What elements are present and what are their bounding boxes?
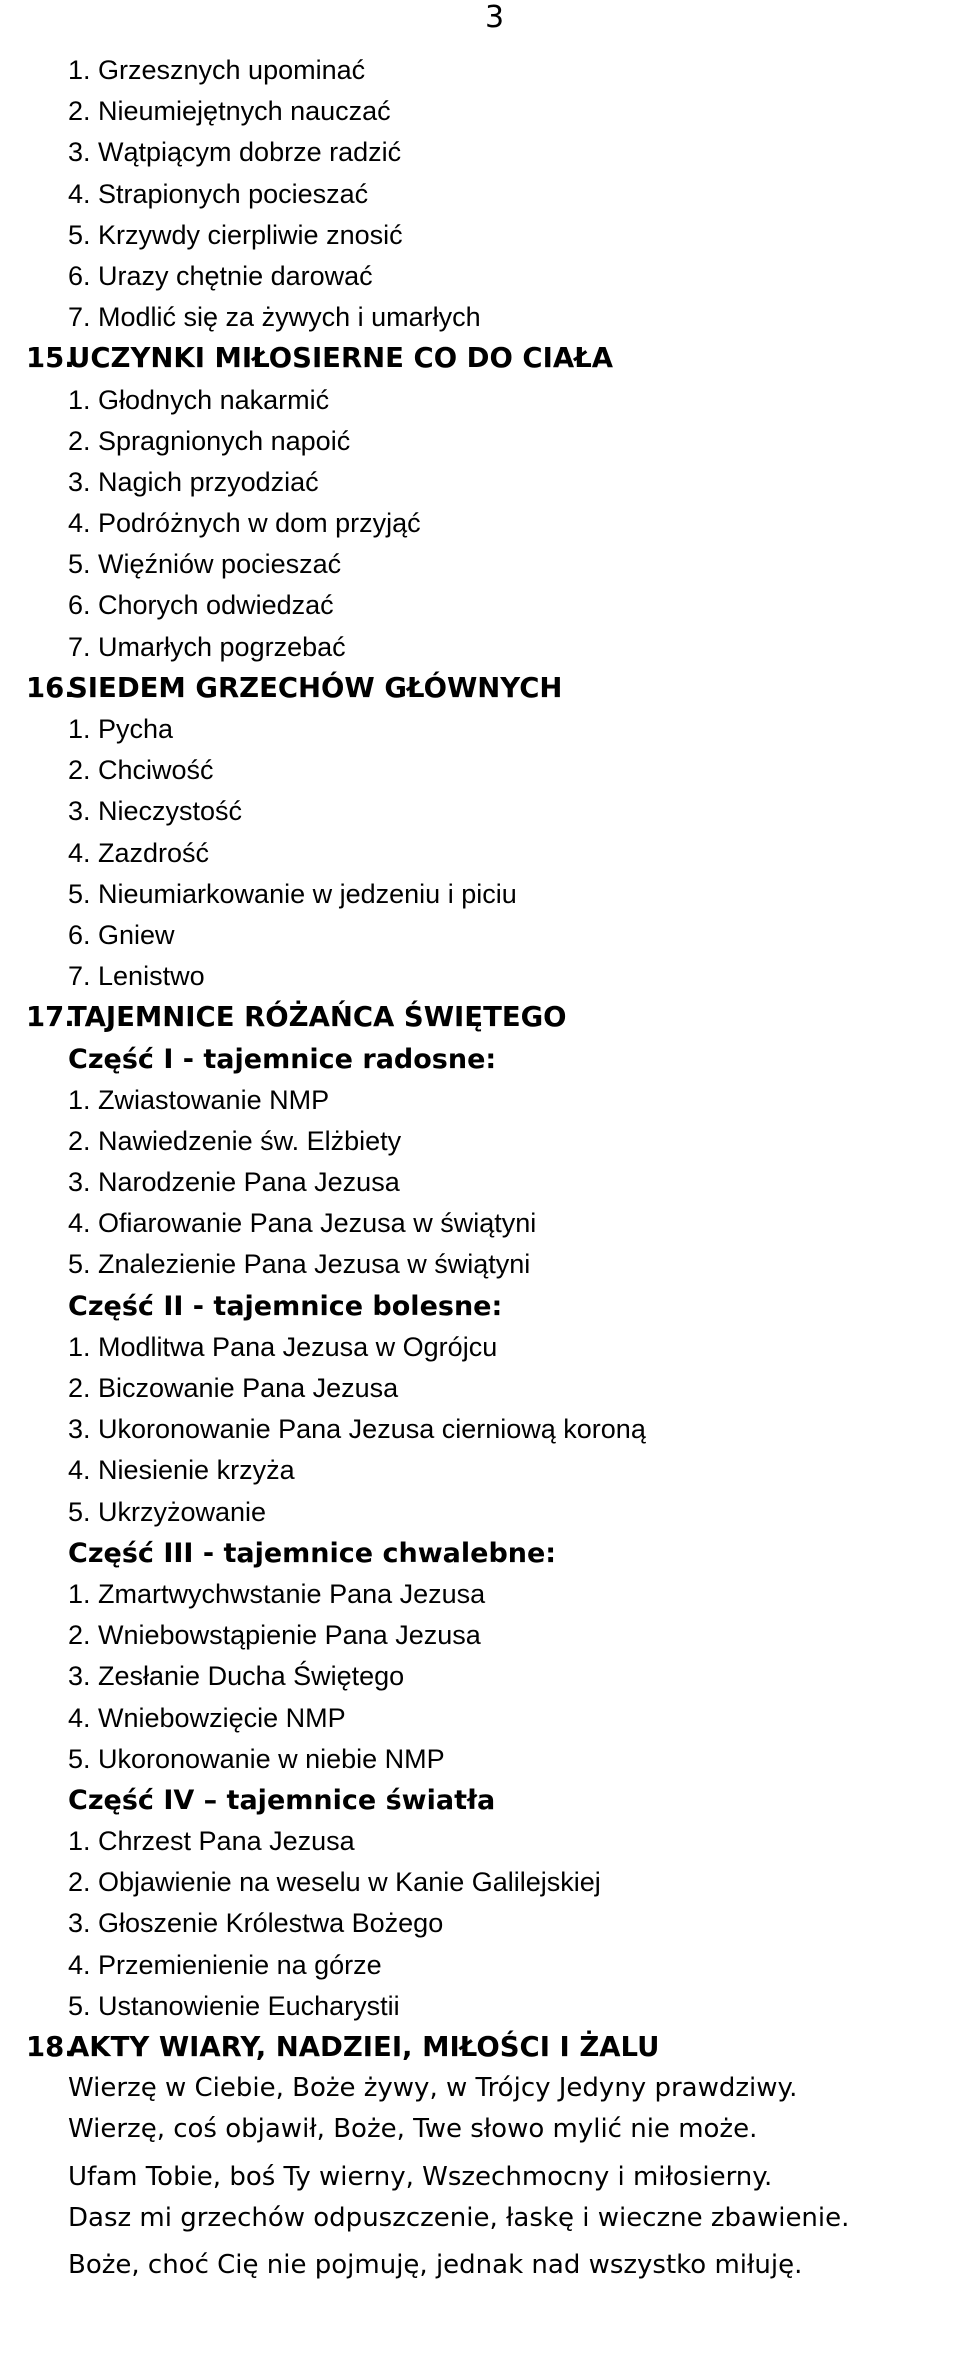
list-item: 7. Lenistwo (68, 961, 205, 992)
list-item: 4. Podróżnych w dom przyjąć (68, 508, 421, 539)
list-item: 2. Chciwość (68, 755, 214, 786)
prayer-line: Boże, choć Cię nie pojmuję, jednak nad wszystko miłuję. (68, 2249, 803, 2280)
section-title: UCZYNKI MIŁOSIERNE CO DO CIAŁA (68, 342, 614, 375)
list-item: 3. Nieczystość (68, 796, 243, 827)
list-item: 2. Spragnionych napoić (68, 425, 351, 456)
document-body (0, 50, 960, 2286)
section-heading (0, 668, 960, 709)
section-number: 17. (26, 1001, 75, 1034)
section-title: AKTY WIARY, NADZIEI, MIŁOŚCI I ŻALU (68, 2031, 660, 2063)
list-item: 7. Umarłych pogrzebać (68, 631, 346, 662)
list-item: 1. Grzesznych upominać (68, 55, 366, 85)
prayer-line: Ufam Tobie, boś Ty wierny, Wszechmocny i miłosierny. (68, 2161, 773, 2192)
list-item: 1. Modlitwa Pana Jezusa w Ogrójcu (68, 1331, 498, 1362)
list-item: 2. Nieumiejętnych nauczać (68, 96, 391, 127)
list-item: 5. Ukoronowanie w niebie NMP (68, 1743, 445, 1774)
section-number: 15. (26, 342, 75, 375)
list-item: 7. Modlić się za żywych i umarłych (68, 302, 481, 333)
prayer-line: Wierzę w Ciebie, Boże żywy, w Trójcy Jedyny prawdziwy. (68, 2073, 798, 2104)
section-heading (0, 338, 960, 379)
list-item: 2. Objawienie na weselu w Kanie Galilejskiej (68, 1867, 601, 1898)
list-item: 4. Ofiarowanie Pana Jezusa w świątyni (68, 1208, 537, 1239)
section-title: TAJEMNICE RÓŻAŃCA ŚWIĘTEGO (68, 1001, 567, 1034)
list-item: 6. Urazy chętnie darować (68, 260, 373, 291)
page-number: 3 (485, 0, 505, 35)
list-item: 3. Głoszenie Królestwa Bożego (68, 1908, 444, 1939)
list-item: 3. Zesłanie Ducha Świętego (68, 1661, 405, 1692)
prayer-line: Dasz mi grzechów odpuszczenie, łaskę i wieczne zbawienie. (68, 2202, 850, 2233)
list-item: 5. Ustanowienie Eucharystii (68, 1990, 400, 2021)
list-item: 6. Gniew (68, 919, 175, 950)
list-item: 1. Pycha (68, 714, 174, 744)
list-item: 4. Niesienie krzyża (68, 1455, 295, 1486)
list-item: 2. Wniebowstąpienie Pana Jezusa (68, 1620, 481, 1651)
part-heading: Część II - tajemnice bolesne: (68, 1290, 503, 1322)
part-heading: Część III - tajemnice chwalebne: (68, 1537, 557, 1569)
list-item: 5. Więźniów pocieszać (68, 549, 342, 580)
list-item: 3. Wątpiącym dobrze radzić (68, 137, 402, 168)
list-item: 1. Zmartwychwstanie Pana Jezusa (68, 1578, 486, 1609)
part-heading: Część I - tajemnice radosne: (68, 1043, 497, 1075)
list-item: 4. Strapionych pocieszać (68, 178, 369, 209)
list-item: 5. Ukrzyżowanie (68, 1496, 267, 1527)
list-item: 5. Krzywdy cierpliwie znosić (68, 219, 403, 250)
section-16 (0, 668, 960, 998)
list-item: 6. Chorych odwiedzać (68, 590, 334, 621)
list-item: 1. Zwiastowanie NMP (68, 1084, 330, 1115)
list-item: 5. Znalezienie Pana Jezusa w świątyni (68, 1249, 531, 1280)
section-number: 16. (26, 671, 75, 704)
list-item: 2. Nawiedzenie św. Elżbiety (68, 1125, 402, 1156)
part-heading: Część IV – tajemnice światła (68, 1784, 496, 1816)
section-18 (0, 2027, 960, 2286)
list-item: 3. Ukoronowanie Pana Jezusa cierniową koroną (68, 1414, 646, 1445)
list-item: 4. Wniebowzięcie NMP (68, 1702, 346, 1733)
prayer-line: Wierzę, coś objawił, Boże, Twe słowo mylić nie może. (68, 2114, 758, 2145)
section-number: 18. (26, 2031, 75, 2063)
section-heading (0, 2027, 960, 2068)
list-item: 5. Nieumiarkowanie w jedzeniu i piciu (68, 878, 517, 909)
section-17 (0, 997, 960, 2027)
section-title: SIEDEM GRZECHÓW GŁÓWNYCH (68, 671, 563, 704)
list-item: 1. Chrzest Pana Jezusa (68, 1826, 355, 1857)
section-continued-list (0, 50, 960, 338)
list-item: 3. Narodzenie Pana Jezusa (68, 1167, 400, 1198)
list-item: 2. Biczowanie Pana Jezusa (68, 1373, 399, 1403)
list-item: 1. Głodnych nakarmić (68, 384, 330, 415)
section-15 (0, 338, 960, 668)
list-item: 4. Przemienienie na górze (68, 1949, 382, 1980)
list-item: 3. Nagich przyodziać (68, 466, 319, 497)
section-heading (0, 997, 960, 1038)
list-item: 4. Zazdrość (68, 837, 210, 868)
